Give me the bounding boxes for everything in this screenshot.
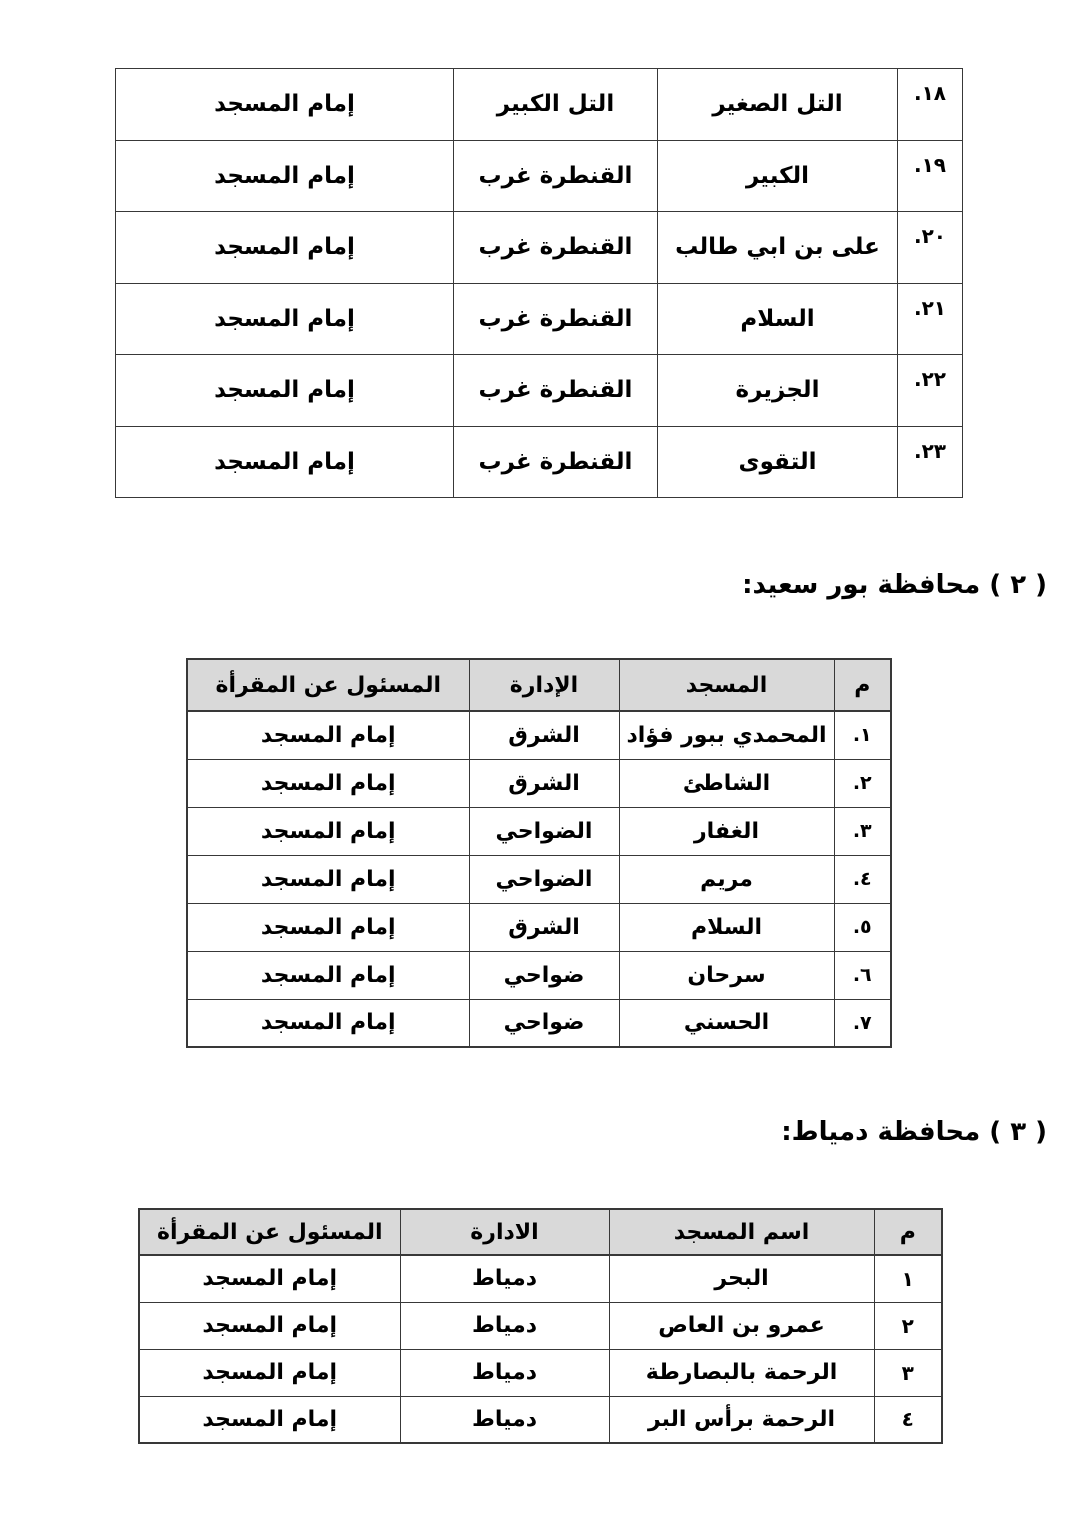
table-row: [187, 903, 891, 951]
cell-responsible: إمام المسجد: [139, 1349, 400, 1396]
table-row: [187, 855, 891, 903]
cell-num: ٦.: [834, 951, 891, 999]
cell-responsible: إمام المسجد: [139, 1396, 400, 1443]
col-header-responsible: المسئول عن المقرأة: [187, 659, 469, 711]
cell-admin: التل الكبير: [454, 69, 658, 141]
cell-mosque: الغفار: [619, 807, 834, 855]
cell-num: ٥.: [834, 903, 891, 951]
cell-responsible: إمام المسجد: [187, 903, 469, 951]
cell-admin: دمياط: [400, 1255, 609, 1302]
cell-responsible: إمام المسجد: [187, 807, 469, 855]
cell-admin: الشرق: [469, 759, 619, 807]
table-row: [187, 951, 891, 999]
cell-num: ٤.: [834, 855, 891, 903]
cell-admin: ضواحي: [469, 951, 619, 999]
table-row: [116, 283, 963, 355]
cell-admin: الضواحي: [469, 807, 619, 855]
cell-mosque: الرحمة برأس البر: [609, 1396, 874, 1443]
cell-admin: القنطرة غرب: [454, 283, 658, 355]
table-row: [116, 140, 963, 212]
cell-admin: دمياط: [400, 1396, 609, 1443]
cell-responsible: إمام المسجد: [116, 426, 454, 498]
cell-admin: القنطرة غرب: [454, 426, 658, 498]
section3-heading: ( ٣ ) محافظة دمياط:: [781, 1117, 1047, 1147]
cell-responsible: إمام المسجد: [187, 759, 469, 807]
cell-admin: دمياط: [400, 1302, 609, 1349]
governorate1-table-body: [116, 69, 963, 498]
col-header-mosque: اسم المسجد: [609, 1209, 874, 1255]
cell-admin: الضواحي: [469, 855, 619, 903]
cell-num: ١٩.: [898, 140, 963, 212]
header-row: [139, 1209, 942, 1255]
table-row: [116, 355, 963, 427]
damietta-table: [138, 1208, 943, 1444]
damietta-table-header: [139, 1209, 942, 1255]
col-header-mosque: المسجد: [619, 659, 834, 711]
cell-admin: الشرق: [469, 711, 619, 759]
col-header-responsible: المسئول عن المقرأة: [139, 1209, 400, 1255]
table-row: [116, 69, 963, 141]
damietta-table-body: [139, 1255, 942, 1443]
cell-num: ٢: [874, 1302, 942, 1349]
cell-responsible: إمام المسجد: [187, 711, 469, 759]
cell-mosque: البحر: [609, 1255, 874, 1302]
cell-num: ١.: [834, 711, 891, 759]
cell-admin: القنطرة غرب: [454, 355, 658, 427]
cell-mosque: الجزيرة: [658, 355, 898, 427]
cell-responsible: إمام المسجد: [116, 355, 454, 427]
governorate1-continuation-table: [115, 68, 963, 498]
cell-responsible: إمام المسجد: [116, 140, 454, 212]
cell-admin: الشرق: [469, 903, 619, 951]
cell-responsible: إمام المسجد: [187, 855, 469, 903]
col-header-admin: الإدارة: [469, 659, 619, 711]
cell-responsible: إمام المسجد: [139, 1302, 400, 1349]
table-row: [187, 711, 891, 759]
cell-admin: القنطرة غرب: [454, 212, 658, 284]
cell-responsible: إمام المسجد: [116, 283, 454, 355]
cell-admin: ضواحي: [469, 999, 619, 1047]
cell-num: ٢.: [834, 759, 891, 807]
cell-responsible: إمام المسجد: [139, 1255, 400, 1302]
table-row: [139, 1302, 942, 1349]
cell-mosque: المحمدي ببور فؤاد: [619, 711, 834, 759]
cell-admin: القنطرة غرب: [454, 140, 658, 212]
cell-num: ٣: [874, 1349, 942, 1396]
port-said-table-body: [187, 711, 891, 1047]
table-row: [139, 1349, 942, 1396]
cell-num: ٢٠.: [898, 212, 963, 284]
cell-responsible: إمام المسجد: [187, 951, 469, 999]
table-row: [116, 212, 963, 284]
table-row: [116, 426, 963, 498]
cell-mosque: التل الصغير: [658, 69, 898, 141]
port-said-table: [186, 658, 892, 1048]
cell-num: ٣.: [834, 807, 891, 855]
cell-responsible: إمام المسجد: [116, 69, 454, 141]
cell-admin: دمياط: [400, 1349, 609, 1396]
header-row: [187, 659, 891, 711]
table-row: [139, 1396, 942, 1443]
cell-num: ١٨.: [898, 69, 963, 141]
cell-num: ٤: [874, 1396, 942, 1443]
cell-num: ٢١.: [898, 283, 963, 355]
section2-heading: ( ٢ ) محافظة بور سعيد:: [742, 570, 1047, 600]
port-said-table-header: [187, 659, 891, 711]
cell-num: ٢٣.: [898, 426, 963, 498]
cell-mosque: سرحان: [619, 951, 834, 999]
col-header-admin: الادارة: [400, 1209, 609, 1255]
cell-mosque: التقوى: [658, 426, 898, 498]
cell-mosque: السلام: [619, 903, 834, 951]
cell-num: ١: [874, 1255, 942, 1302]
cell-mosque: الحسني: [619, 999, 834, 1047]
table-row: [187, 999, 891, 1047]
cell-mosque: الرحمة بالبصارطة: [609, 1349, 874, 1396]
cell-mosque: الكبير: [658, 140, 898, 212]
cell-mosque: الشاطئ: [619, 759, 834, 807]
col-header-num: م: [874, 1209, 942, 1255]
col-header-num: م: [834, 659, 891, 711]
cell-mosque: على بن ابي طالب: [658, 212, 898, 284]
cell-responsible: إمام المسجد: [187, 999, 469, 1047]
table-row: [187, 759, 891, 807]
cell-responsible: إمام المسجد: [116, 212, 454, 284]
table-row: [139, 1255, 942, 1302]
cell-num: ٧.: [834, 999, 891, 1047]
cell-mosque: عمرو بن العاص: [609, 1302, 874, 1349]
cell-num: ٢٢.: [898, 355, 963, 427]
cell-mosque: مريم: [619, 855, 834, 903]
cell-mosque: السلام: [658, 283, 898, 355]
table-row: [187, 807, 891, 855]
